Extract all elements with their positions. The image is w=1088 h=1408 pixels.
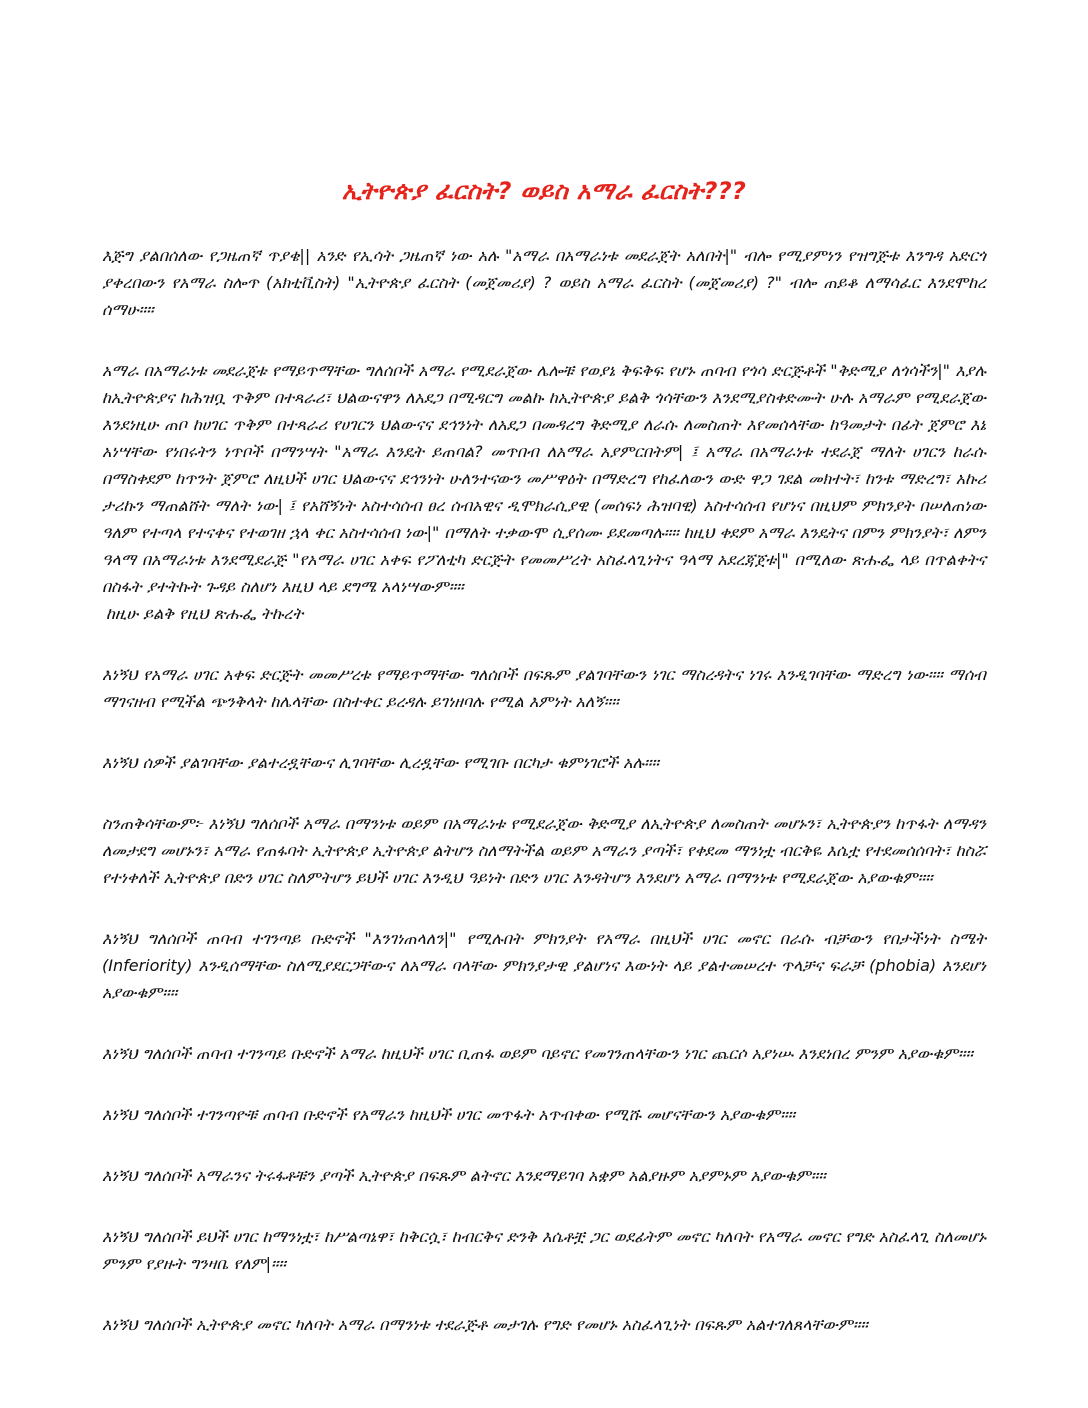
document-title: ኢትዮጵያ ፈርስት? ወይስ አማራ ፈርስት??? — [341, 177, 747, 205]
section-subheading: ከዚሁ ይልቅ የዚህ ጽሑፌ ትኩረት — [106, 604, 304, 623]
body-paragraph: እነኝህ ግለሰቦች ኢትዮጵያ መኖር ካለባት አማራ በማንነቱ ተደራጅቶ መታገሉ የግድ የመሆኑ አስፈላጊነት በፍጹም አልተገለጸላቸውም።። — [102, 1315, 868, 1334]
paragraph-background: አማራ በአማራነቱ መደራጀቱ የማይጥማቸው ግለሰቦች አማራ የሚደራጀው ሌሎቹ የወያኔ ቅፍቅፍ የሆኑ ጠባብ የጎሳ ድርጅቶች "ቅድሚያ ለጎሳችን|" እያሉ ከኢትዮጵያና ከሕዝቧ ጥቅም በተጻራሪ፣ ህልውናዋን ለአደጋ በሚዳርግ መልኩ ከኢትዮጵያ ይልቅ ጎሳቸውን እንደሚያስቀድሙት ሁሉ አማራም የሚደራጀው እንደነዚሁ ጠቦ ከሀገር ጥቅም በተጻራሪ የሀገርን ህልውናና ደኅንነት ለአደጋ በመዳረግ ቅድሚያ ለራሱ ለመስጠት እየመሰላቸው ከዓመታት በፊት ጀምሮ እኔ አነሣቸው የነበሩትን ነጥቦች በማንሣት "አማራ እንዴት ይጠባል? መጥበብ ለአማራ አያምርበትም| ፤ አማራ በአማራነቱ ተደራጀ ማለት ሀገርን ከራሱ በማስቀደም ከጥንት ጀምሮ ለዚህች ሀገር ህልውናና ደኅንነት ሁለንተናውን መሥዋዕት በማድረግ የከፈለውን ውድ ዋጋ ገደል መክተት፣ ከንቱ ማድረግ፣ አኩሪ ታሪኩን ማጠልሸት ማለት ነው| ፤ የአሸኝነት አስተሳሰብ ፀረ ሰብአዊና ዲሞክራሲያዊ (መሰፍነ ሕዝባዊ) አስተሳሰብ የሆነና በዚህም ምክንያት በሠለጠነው ዓለም የተጣላ የተናቀና የተወገዘ ኋላ ቀር አስተሳሰብ ነው|" በማለት ተቃውሞ ሲያሰሙ ይደመጣሉ።። ከዚህ ቀደም አማራ እንዴትና በምን ምክንያት፣ ለምን ዓላማ በአማራነቱ እንደሚደራጅ "የአማራ ሀገር አቀፍ የፖለቲካ ድርጅት የመመሥረት አስፈላጊነትና ዓላማ አደረጃጀቱ|" በሚለው ጽሑፌ ላይ በጥልቀትና በስፋት ያተትኩት ጉዳይ ስለሆነ እዚህ ላይ ደግሜ አላነሣውም።። — [102, 361, 986, 596]
body-paragraph: እነኝህ ግለሰቦች ይህች ሀገር ከማንነቷ፣ ከሥልጣኔዋ፣ ከቅርሷ፣ ከብርቅና ድንቅ እሴቶቿ ጋር ወደፊትም መኖር ካለባት የአማራ መኖር የግድ አስፈላጊ ስለመሆኑ ምንም የያዙት ግንዛቤ የለም|።። — [102, 1227, 986, 1273]
body-paragraph: እነኝህ ሰዎች ያልገባቸው ያልተረዷቸውና ሊገባቸው ሊረዷቸው የሚገቡ በርካታ ቁምነገሮች አሉ።። — [102, 753, 659, 772]
body-paragraph: እነኝህ ግለሰቦች ጠባብ ተገንጣይ ቡድኖች አማራ ከዚህች ሀገር ቢጠፋ ወይም ባይኖር የመገንጠላቸውን ነገር ጨርሶ አያነሡ እንደነበረ ምንም አያውቁም።። — [102, 1044, 973, 1063]
body-paragraph: እነኝህ ግለሰቦች ጠባብ ተገንጣይ ቡድኖች "እንገነጠላለን|" የሚሉበት ምክንያት የአማራ በዚህች ሀገር መኖር በራሱ ብቻውን የበታችነት ስሜት (Inferiority) እንዲሰማቸው ስለሚያደርጋቸውና ለአማራ ባላቸው ምክንያታዊ ያልሆነና እውነት ላይ ያልተመሠረተ ጥላቻና ፍራቻ (phobia) እንደሆነ አያውቁም።። — [102, 929, 986, 1002]
body-paragraph: እነኝህ የአማራ ሀገር አቀፍ ድርጅት መመሥረቱ የማይጥማቸው ግለሰቦች በፍጹም ያልገባቸውን ነገር ማስረዳትና ነገሩ እንዲገባቸው ማድረግ ነው።። ማሰብ ማገናዘብ የሚችል ጭንቅላት ከሌላቸው በስተቀር ይረዳሉ ይገነዘባሉ የሚል እምነት አለኝ።። — [102, 665, 986, 711]
paragraph-intro: እጅግ ያልበሰለው የጋዜጠኛ ጥያቄ|| አንድ የኢሳት ጋዜጠኛ ነው አሉ "አማራ በአማራነቱ መደራጀት አለበት|" ብሎ የሚያምነን የዝግጅቱ እንግዳ አድርጎ ያቀረበውን የአማራ ስሎጥ (አክቲቪስት) "ኢትዮጵያ ፈርስት (መጀመሪያ) ? ወይስ አማራ ፈርስት (መጀመሪያ) ?" ብሎ ጠይቆ ለማሳፈር እንደሞከረ ሰማሁ።። — [102, 246, 986, 319]
body-paragraph: ስንጠቅሳቸውም፦ እነኝህ ግለሰቦች አማራ በማንነቱ ወይም በአማራነቱ የሚደራጀው ቅድሚያ ለኢትዮጵያ ለመስጠት መሆኑን፣ ኢትዮጵያን ከጥፋት ለማዳን ለመታደግ መሆኑን፣ አማራ የጠፋባት ኢትዮጵያ ኢትዮጵያ ልትሆን ስለማትችል ወይም አማራን ያጣች፣ የቀደመ ማንነቷ ብርቅዬ እሴቷ የተደመሰሰባት፣ ከስሯ የተነቀለች ኢትዮጵያ በድን ሀገር ስለምትሆን ይህች ሀገር እንዲህ ዓይነት በድን ሀገር እንዳትሆን እንደሆነ አማራ በማንነቱ የሚደራጀው አያውቁም።። — [102, 814, 986, 887]
body-paragraph: እነኝህ ግለሰቦች አማራንና ትሩፋቶቹን ያጣች ኢትዮጵያ በፍጹም ልትኖር እንደማይገባ አቋም አልያዙም አያምኑም አያውቁም።። — [102, 1166, 826, 1185]
body-paragraph: እነኝህ ግለሰቦች ተገንጣዮቹ ጠባብ ቡድኖች የአማራን ከዚህች ሀገር መጥፋት አጥብቀው የሚሹ መሆናቸውን አያውቁም።። — [102, 1105, 796, 1124]
